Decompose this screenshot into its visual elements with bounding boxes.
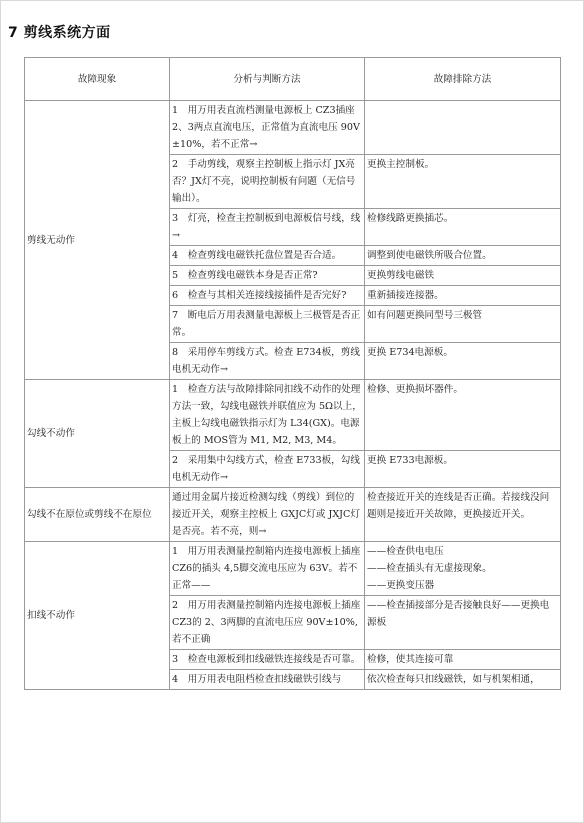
table-row	[25, 380, 561, 451]
fix-cell: ——检查供电电压 ——检查插头有无虚接现象。 ——更换变压器	[365, 542, 561, 596]
analysis-cell: 1 用万用表测量控制箱内连接电源板上插座 CZ6的插头 4,5脚交流电压应为 63V。若不正常——	[170, 542, 365, 596]
fix-cell: 更换 E733电源板。	[365, 451, 561, 488]
analysis-cell: 2 手动剪线，观察主控制板上指示灯 JX亮否？JX灯不亮，说明控制板有问题（无信号输出）。	[170, 155, 365, 209]
analysis-cell: 8 采用停车剪线方式。检查 E734板，剪线电机无动作→	[170, 343, 365, 380]
symptom-cell: 扣线不动作	[25, 542, 170, 690]
symptom-cell: 剪线无动作	[25, 101, 170, 380]
table-row	[25, 542, 561, 596]
troubleshooting-table	[24, 57, 561, 690]
table-body	[25, 101, 561, 690]
table-header-row	[25, 58, 561, 101]
fix-cell: 依次检查每只扣线磁铁，如与机架相通，	[365, 670, 561, 690]
fix-cell: 如有问题更换同型号三极管	[365, 306, 561, 343]
header-fix: 故障排除方法	[365, 58, 561, 101]
analysis-cell: 1 用万用表直流档测量电源板上 CZ3插座 2、3两点直流电压，正常值为直流电压 90V±10%，若不正常→	[170, 101, 365, 155]
fix-cell: 检修线路更换插芯。	[365, 209, 561, 246]
symptom-cell: 勾线不在原位或剪线不在原位	[25, 488, 170, 542]
table-row	[25, 101, 561, 155]
analysis-cell: 通过用金属片接近检测勾线（剪线）到位的接近开关，观察主控板上 GXJC灯或 JXJC灯是否亮。若不亮，则→	[170, 488, 365, 542]
fix-cell	[365, 101, 561, 155]
header-symptom: 故障现象	[25, 58, 170, 101]
analysis-cell: 2 用万用表测量控制箱内连接电源板上插座 CZ3的 2、3两脚的直流电压应 90V±10%,若不正确	[170, 596, 365, 650]
analysis-cell: 6 检查与其相关连接线接插件是否完好?	[170, 286, 365, 306]
analysis-cell: 4 用万用表电阻档检查扣线磁铁引线与	[170, 670, 365, 690]
symptom-cell: 勾线不动作	[25, 380, 170, 488]
fix-cell: 检修、更换损坏器件。	[365, 380, 561, 451]
fix-cell: 检查接近开关的连线是否正确。若接线没问题则是接近开关故障，更换接近开关。	[365, 488, 561, 542]
fix-cell: 重新插接连接器。	[365, 286, 561, 306]
fix-cell: 更换剪线电磁铁	[365, 266, 561, 286]
analysis-cell: 7 断电后万用表测量电源板上三极管是否正常。	[170, 306, 365, 343]
fix-cell: 更换 E734电源板。	[365, 343, 561, 380]
fix-cell: ——检查插接部分是否接触良好——更换电源板	[365, 596, 561, 650]
fix-cell: 调整到使电磁铁所吸合位置。	[365, 246, 561, 266]
analysis-cell: 3 检查电源板到扣线磁铁连接线是否可靠。	[170, 650, 365, 670]
table-row	[25, 488, 561, 542]
fix-cell: 更换主控制板。	[365, 155, 561, 209]
analysis-cell: 5 检查剪线电磁铁本身是否正常?	[170, 266, 365, 286]
header-analysis: 分析与判断方法	[170, 58, 365, 101]
section-title: 7 剪线系统方面	[8, 25, 111, 41]
analysis-cell: 3 灯亮，检查主控制板到电源板信号线，线→	[170, 209, 365, 246]
analysis-cell: 2 采用集中勾线方式，检查 E733板，勾线电机无动作→	[170, 451, 365, 488]
analysis-cell: 4 检查剪线电磁铁托盘位置是否合适。	[170, 246, 365, 266]
analysis-cell: 1 检查方法与故障排除同扣线不动作的处理方法一致，勾线电磁铁并联值应为 5Ω以上，主板上勾线电磁铁指示灯为 L34(GX)。电源板上的 MOS管为 M1, M2, M3, M4。	[170, 380, 365, 451]
fix-cell: 检修，使其连接可靠	[365, 650, 561, 670]
